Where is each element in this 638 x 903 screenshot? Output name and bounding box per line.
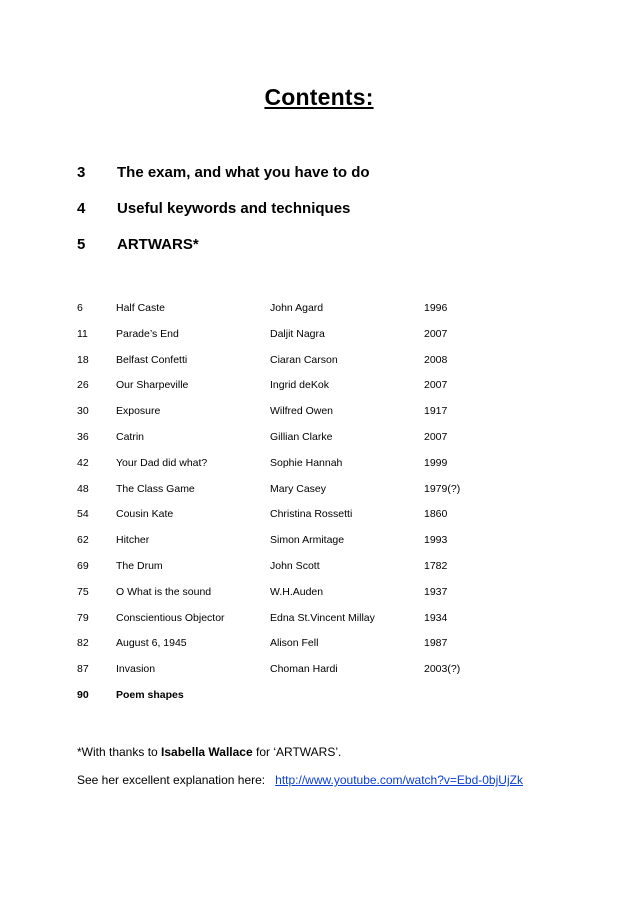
poem-year: 1934 (424, 611, 448, 624)
poem-title: Poem shapes (116, 689, 184, 701)
table-row-poem-shapes (77, 687, 597, 703)
poem-page: 30 (77, 405, 89, 418)
poem-page: 36 (77, 431, 89, 443)
poem-page: 82 (77, 637, 89, 650)
poem-poet: Sophie Hannah (270, 456, 343, 469)
table-row (77, 532, 597, 548)
table-row (77, 300, 597, 316)
thanks-prefix: *With thanks to (77, 745, 162, 759)
table-row (77, 326, 597, 342)
poem-title: O What is the sound (116, 585, 212, 598)
poem-page: 26 (77, 379, 89, 392)
poem-page: 90 (77, 689, 89, 701)
poem-poet: Ciaran Carson (270, 353, 338, 366)
poem-year: 1987 (424, 637, 448, 650)
poem-title: August 6, 1945 (116, 637, 187, 650)
thanks-suffix: for ‘ARTWARS’. (252, 745, 342, 759)
poem-poet: John Scott (270, 560, 320, 572)
poem-page: 6 (77, 302, 83, 314)
poem-poet: Alison Fell (270, 637, 319, 650)
page-title: Contents: (264, 84, 374, 110)
poem-page: 69 (77, 560, 89, 572)
poem-poet: Wilfred Owen (270, 405, 334, 418)
poem-page: 54 (77, 508, 89, 521)
poem-poet: Edna St.Vincent Millay (270, 611, 375, 624)
poem-page: 87 (77, 663, 89, 676)
poem-poet: John Agard (270, 302, 324, 314)
poem-poet: Gillian Clarke (270, 431, 333, 443)
poem-year: 1979(?) (424, 482, 461, 495)
table-row (77, 635, 597, 651)
table-row (77, 506, 597, 522)
contents-item-page: 4 (77, 200, 86, 217)
poem-poet: W.H.Auden (270, 585, 324, 598)
youtube-link[interactable]: http://www.youtube.com/watch?v=Ebd-0bjUjZk (275, 773, 523, 787)
poem-title: Our Sharpeville (116, 379, 189, 392)
table-row (77, 377, 597, 393)
thanks-name: Isabella Wallace (161, 745, 253, 759)
poem-page: 18 (77, 353, 89, 366)
thanks-note (77, 743, 341, 761)
poem-year: 2007 (424, 379, 448, 392)
poem-poet: Christina Rossetti (270, 508, 353, 521)
poem-year: 2007 (424, 431, 448, 443)
table-row (77, 584, 597, 600)
contents-item-label: The exam, and what you have to do (117, 164, 370, 181)
table-row (77, 558, 597, 574)
poem-title: Belfast Confetti (116, 353, 188, 366)
poem-year: 1993 (424, 534, 448, 547)
explanation-note (77, 771, 523, 789)
see-text: See her excellent explanation here: (77, 773, 266, 787)
poem-title: Exposure (116, 405, 161, 418)
poem-title: The Drum (116, 560, 163, 572)
table-row (77, 429, 597, 445)
poem-year: 1937 (424, 585, 448, 598)
poem-title: Hitcher (116, 534, 150, 547)
poem-page: 75 (77, 585, 89, 598)
poem-page: 79 (77, 611, 89, 624)
poem-year: 1996 (424, 302, 448, 314)
poem-title: Parade’s End (116, 327, 179, 340)
poem-title: The Class Game (116, 482, 195, 495)
poem-title: Cousin Kate (116, 508, 174, 521)
poem-page: 62 (77, 534, 89, 547)
poem-year: 1782 (424, 560, 448, 572)
poem-title: Invasion (116, 663, 156, 676)
poem-title: Half Caste (116, 302, 166, 314)
poem-year: 1917 (424, 405, 448, 418)
contents-item-label: Useful keywords and techniques (117, 200, 351, 217)
poem-title: Conscientious Objector (116, 611, 225, 624)
table-row (77, 661, 597, 677)
table-row (77, 610, 597, 626)
poem-page: 11 (77, 327, 88, 340)
contents-item-page: 5 (77, 236, 86, 253)
contents-item-page: 3 (77, 164, 86, 181)
poem-poet: Mary Casey (270, 482, 327, 495)
table-row (77, 455, 597, 471)
poem-poet: Daljit Nagra (270, 327, 325, 340)
poem-year: 2007 (424, 327, 448, 340)
poem-title: Catrin (116, 431, 145, 443)
poem-title: Your Dad did what? (116, 456, 208, 469)
poem-poet: Ingrid deKok (270, 379, 329, 392)
poem-poet: Choman Hardi (270, 663, 338, 676)
table-row (77, 403, 597, 419)
table-row (77, 481, 597, 497)
poem-page: 42 (77, 456, 89, 469)
poem-year: 2003(?) (424, 663, 461, 676)
poem-year: 2008 (424, 353, 448, 366)
table-row (77, 352, 597, 368)
poem-page: 48 (77, 482, 89, 495)
poem-year: 1999 (424, 456, 448, 469)
poem-poet: Simon Armitage (270, 534, 345, 547)
contents-item-label: ARTWARS* (117, 236, 199, 253)
poem-year: 1860 (424, 508, 448, 521)
